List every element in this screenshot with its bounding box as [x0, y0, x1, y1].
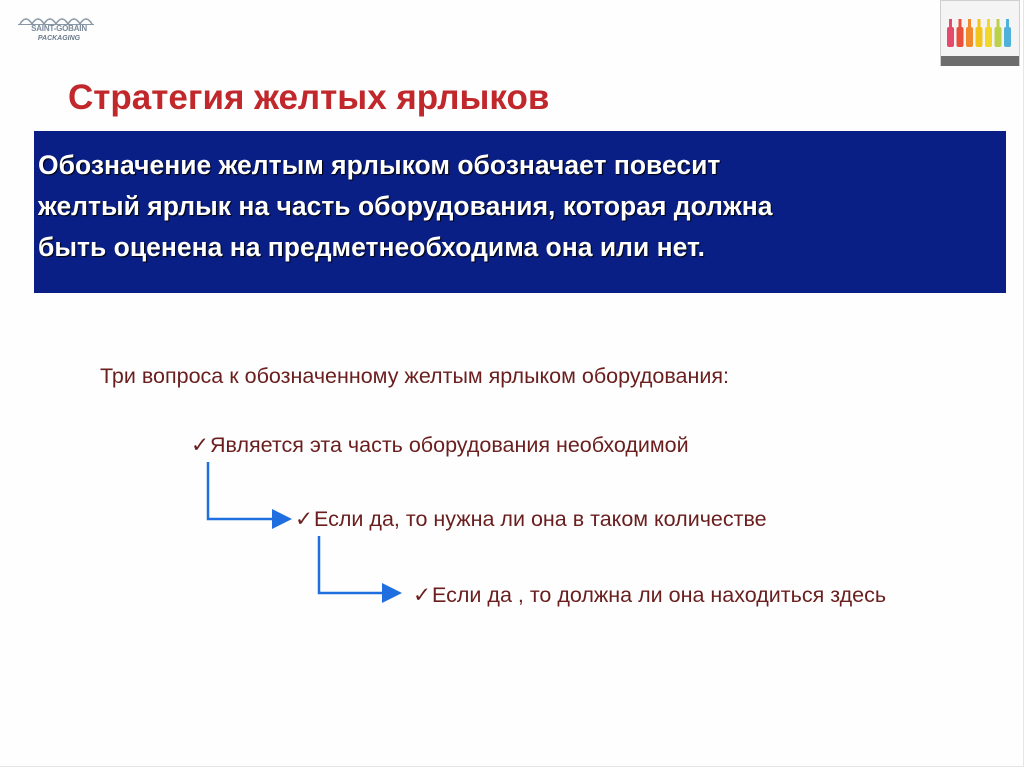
check-icon: ✓	[413, 583, 432, 607]
question-text-3: Если да , то должна ли она находиться здесь	[432, 583, 887, 607]
questions-heading: Три вопроса к обозначенному желтым ярлыком оборудования:	[100, 364, 730, 388]
definition-line-2: желтый ярлык на часть оборудования, которая должна	[38, 191, 773, 221]
page-title: Стратегия желтых ярлыков	[68, 78, 550, 117]
logo-sub-text: PACKAGING	[37, 35, 81, 42]
question-text-1: Является эта часть оборудования необходимой	[210, 433, 689, 457]
definition-line-3: быть оцененa на предметнеобходима она или нет.	[38, 232, 706, 262]
arrow-connector-1	[208, 462, 287, 519]
definition-line-1: Обозначение желтым ярлыком обозначает повесит	[38, 150, 721, 180]
logo-brand-text: SAINT-GOBAIN	[31, 24, 87, 33]
question-text-2: Если да, то нужна ли она в таком количестве	[314, 507, 767, 531]
check-icon: ✓	[191, 433, 210, 457]
check-icon: ✓	[295, 507, 314, 531]
arrow-connector-2	[319, 536, 397, 593]
